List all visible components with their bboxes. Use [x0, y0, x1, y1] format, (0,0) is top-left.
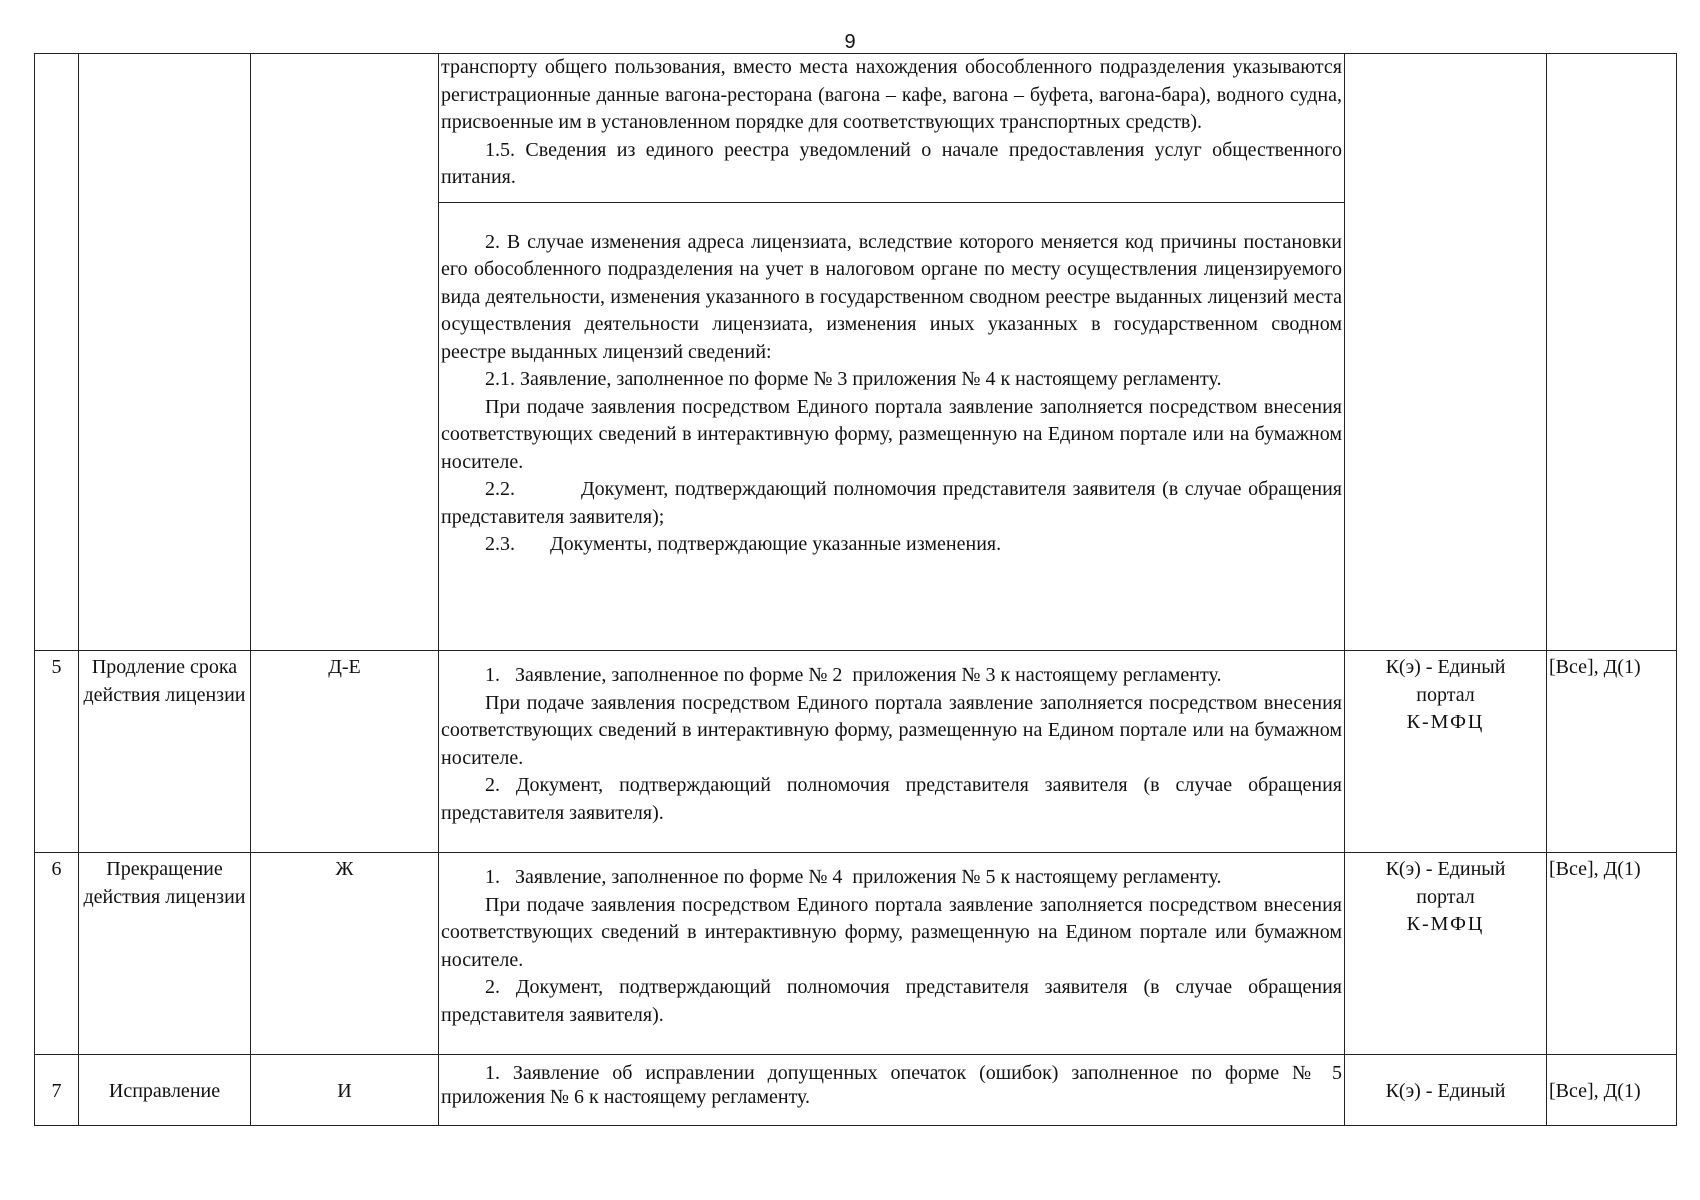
way-line: К-МФЦ	[1406, 711, 1485, 733]
submission-way	[1345, 651, 1547, 853]
cell-way	[1345, 54, 1547, 651]
row-number: 7	[35, 1055, 79, 1126]
result-code: [Все], Д(1)	[1547, 651, 1677, 853]
submission-way	[1345, 853, 1547, 1055]
docs-paragraph: 2. Документ, подтверждающий полномочия представителя заявителя (в случае обращения представителя заявителя).	[441, 774, 1342, 824]
cell-docs	[439, 651, 1345, 853]
docs-paragraph: 2. В случае изменения адреса лицензиата, вследствие которого меняется код причины постановки его обособленного подразделения на учет в налоговом органе по месту осуществления лицензируемого вида деятельности, изменения указанного в государственном сводном реестре выданных лицензий места осуществления деятельности лицензиата, изменения иных указанных в государственном сводном реестре выданных лицензий сведений:	[441, 230, 1342, 363]
cell-num	[35, 54, 79, 651]
way-line: К-МФЦ	[1406, 913, 1485, 935]
docs-paragraph: 1. Заявление об исправлении допущенных опечаток (ошибок) заполненное по форме № 5 приложения № 6 к настоящему регламенту.	[441, 1062, 1342, 1108]
docs-paragraph: 1. Заявление, заполненное по форме № 4 приложения № 5 к настоящему регламенту.	[485, 866, 1222, 888]
docs-paragraph: 2. Документ, подтверждающий полномочия представителя заявителя (в случае обращения представителя заявителя).	[441, 976, 1342, 1026]
row-number: 6	[35, 853, 79, 1055]
table-row	[35, 853, 1677, 1055]
service-name: Прекращение действия лицензии	[79, 853, 251, 1055]
cell-code	[251, 54, 439, 651]
result-code: [Все], Д(1)	[1547, 1055, 1677, 1126]
table-row	[35, 651, 1677, 853]
variant-code: Ж	[251, 853, 439, 1055]
docs-paragraph: При подаче заявления посредством Единого портала заявление заполняется посредством внесения соответствующих сведений в интерактивную форму, размещенную на Едином портале или на бумажном носителе.	[441, 691, 1342, 769]
docs-paragraph: 1.5. Сведения из единого реестра уведомлений о начале предоставления услуг общественного питания.	[441, 138, 1342, 188]
docs-paragraph: При подаче заявления посредством Единого портала заявление заполняется посредством внесения соответствующих сведений в интерактивную форму, размещенную на Едином портале или на бумажном носителе.	[441, 395, 1342, 473]
cell-docs	[439, 54, 1345, 651]
docs-paragraph: 2.2. Документ, подтверждающий полномочия представителя заявителя (в случае обращения представителя заявителя);	[441, 478, 1347, 528]
docs-paragraph: При подаче заявления посредством Единого портала заявление заполняется посредством внесения соответствующих сведений в интерактивную форму, размещенную на Едином портале или бумажном носителе.	[441, 893, 1342, 971]
docs-paragraph: 2.3. Документы, подтверждающие указанные изменения.	[485, 533, 1002, 555]
way-line: портал	[1416, 683, 1475, 706]
table-row	[35, 1055, 1677, 1126]
way-line: портал	[1416, 885, 1475, 908]
table-row-continuation	[35, 54, 1677, 651]
way-line: К(э) - Единый	[1385, 1079, 1506, 1102]
docs-paragraph: 2.1. Заявление, заполненное по форме № 3 приложения № 4 к настоящему регламенту.	[485, 368, 1222, 390]
submission-way	[1345, 1055, 1547, 1126]
variant-code: Д-Е	[251, 651, 439, 853]
way-line: К(э) - Единый	[1385, 656, 1506, 678]
cell-docs	[439, 853, 1345, 1055]
docs-block-1	[441, 54, 1342, 192]
variant-code: И	[251, 1055, 439, 1126]
way-line: К(э) - Единый	[1385, 858, 1506, 880]
cell-docs	[439, 1055, 1345, 1126]
page-number: 9	[844, 31, 856, 53]
docs-paragraph: транспорту общего пользования, вместо места нахождения обособленного подразделения указываются регистрационные данные вагона-ресторана (вагона – кафе, вагона – буфета, вагона-бара), водного судна, присвоенные им в установленном порядке для соответствующих транспортных средств).	[441, 56, 1342, 133]
result-code: [Все], Д(1)	[1547, 853, 1677, 1055]
docs-paragraph: 1. Заявление, заполненное по форме № 2 приложения № 3 к настоящему регламенту.	[485, 664, 1222, 686]
service-name: Продление срока действия лицензии	[79, 651, 251, 853]
regulation-table	[34, 53, 1677, 1126]
service-name: Исправление	[79, 1055, 251, 1126]
docs-block-2	[441, 229, 1347, 559]
row-number: 5	[35, 651, 79, 853]
cell-name	[79, 54, 251, 651]
cell-result	[1547, 54, 1677, 651]
